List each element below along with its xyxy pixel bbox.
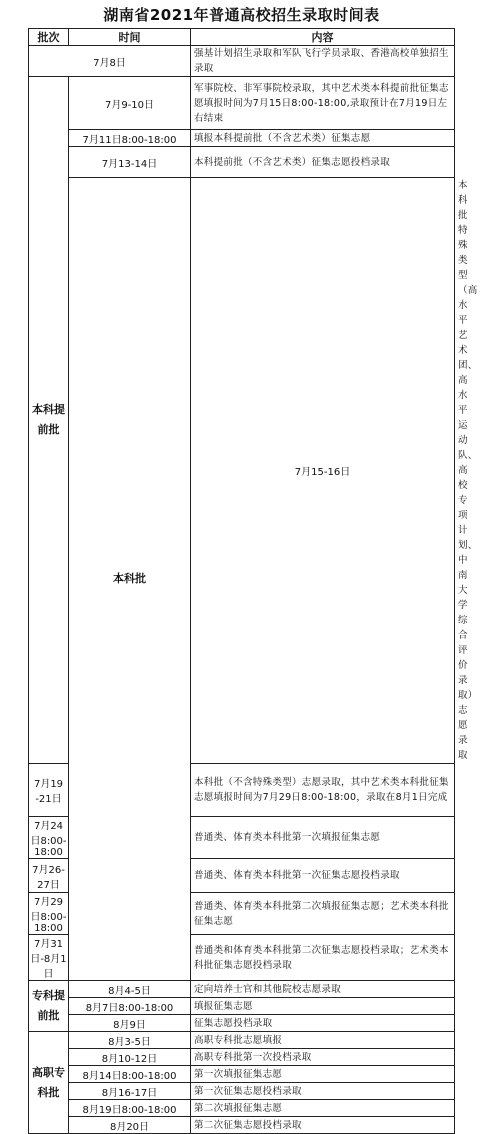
batch-cell: 专科提前批 (29, 981, 69, 1032)
content-cell: 高职专科批第一次投档录取 (191, 1049, 455, 1066)
content-cell: 普通类和体育类本科批第二次征集志愿投档录取；艺术类本科批征集志愿投档录取 (191, 935, 455, 981)
table-row: 本科批 7月15-16日 本科批特殊类型（高水平艺术团、高水平运动队、高校专项计划、中南大学综合评价录取）志愿录取 (29, 178, 455, 764)
time-cell: 7月11日8:00-18:00 (69, 130, 191, 147)
page-title: 湖南省2021年普通高校招生录取时间表 (103, 6, 380, 24)
table-row (29, 981, 455, 998)
table-row (29, 147, 455, 178)
table-row (29, 130, 455, 147)
content-cell: 第一次征集志愿投档录取 (191, 1083, 455, 1100)
time-cell: 7月29日8:00-18:00 (29, 893, 69, 935)
table-row (29, 77, 455, 130)
content-cell: 填报本科提前批（不含艺术类）征集志愿 (191, 130, 455, 147)
time-cell: 7月15-16日 (191, 178, 455, 764)
content-cell: 本科批（不含特殊类型）志愿录取，其中艺术类本科批征集志愿填报时间为7月29日8:00-18:00，录取在8月1日完成 (191, 764, 455, 817)
table-row (29, 1100, 455, 1117)
content-cell: 第二次征集志愿投档录取 (191, 1117, 455, 1134)
table-row (29, 1083, 455, 1100)
time-cell: 7月8日 (29, 46, 191, 77)
content-cell: 填报征集志愿 (191, 998, 455, 1015)
header-time: 时间 (69, 29, 191, 46)
time-cell: 7月24日8:00-18:00 (29, 817, 69, 859)
table-row (29, 998, 455, 1015)
content-cell: 强基计划招生录取和军队飞行学员录取、香港高校单独招生录取 (191, 46, 455, 77)
content-cell: 本科提前批（不含艺术类）征集志愿投档录取 (191, 147, 455, 178)
table-row (29, 1117, 455, 1134)
time-cell: 8月7日8:00-18:00 (69, 998, 191, 1015)
time-cell: 7月31日-8月1日 (29, 935, 69, 981)
batch-cell: 本科提前批 (29, 77, 69, 764)
table-row (29, 1049, 455, 1066)
time-cell: 8月4-5日 (69, 981, 191, 998)
time-cell: 8月16-17日 (69, 1083, 191, 1100)
content-cell: 第二次填报征集志愿 (191, 1100, 455, 1117)
content-cell: 普通类、体育类本科批第二次填报征集志愿；艺术类本科批征集志愿 (191, 893, 455, 935)
time-cell: 7月13-14日 (69, 147, 191, 178)
time-cell: 8月14日8:00-18:00 (69, 1066, 191, 1083)
content-cell: 普通类、体育类本科批第一次征集志愿投档录取 (191, 859, 455, 893)
table-row (29, 1015, 455, 1032)
time-cell: 8月20日 (69, 1117, 191, 1134)
batch-cell: 本科批 (69, 178, 191, 981)
content-cell: 定向培养士官和其他院校志愿录取 (191, 981, 455, 998)
content-cell: 高职专科批志愿填报 (191, 1032, 455, 1049)
table-header-row (29, 29, 455, 46)
time-cell: 8月19日8:00-18:00 (69, 1100, 191, 1117)
content-cell: 第一次填报征集志愿 (191, 1066, 455, 1083)
batch-cell: 高职专科批 (29, 1032, 69, 1134)
time-cell: 7月9-10日 (69, 77, 191, 130)
schedule-table (28, 28, 478, 1134)
header-content: 内容 (191, 29, 455, 46)
content-cell: 军事院校、非军事院校录取，其中艺术类本科提前批征集志愿填报时间为7月15日8:00-18:00,录取预计在7月19日左右结束 (191, 77, 455, 130)
table-row (29, 46, 455, 77)
time-cell: 8月3-5日 (69, 1032, 191, 1049)
time-cell: 7月19 -21日 (29, 764, 69, 817)
time-cell: 8月10-12日 (69, 1049, 191, 1066)
table-row (29, 1066, 455, 1083)
content-cell: 征集志愿投档录取 (191, 1015, 455, 1032)
time-cell: 8月9日 (69, 1015, 191, 1032)
content-cell: 普通类、体育类本科批第一次填报征集志愿 (191, 817, 455, 859)
time-cell: 7月26-27日 (29, 859, 69, 893)
table-row (29, 1032, 455, 1049)
header-batch: 批次 (29, 29, 69, 46)
